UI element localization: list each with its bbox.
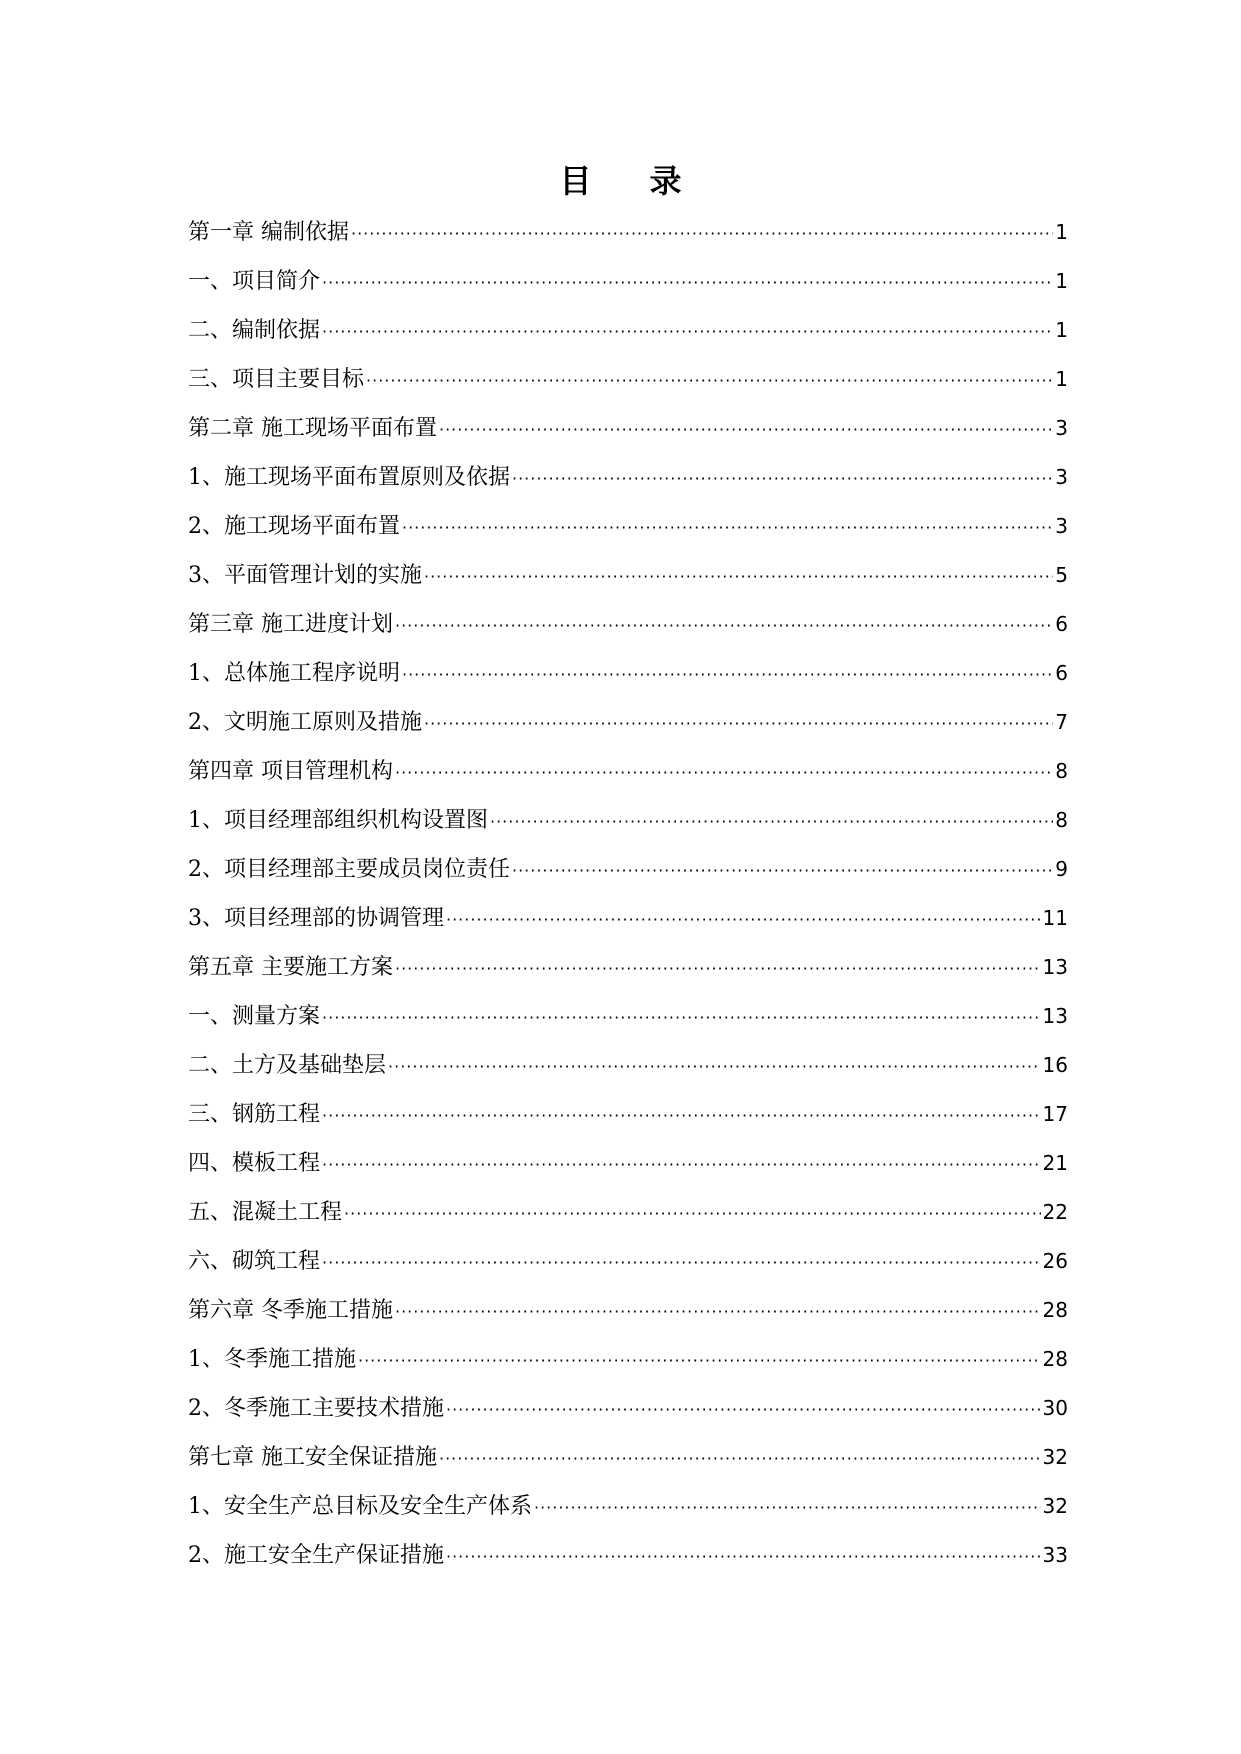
toc-entry-label: 1、施工现场平面布置原则及依据 bbox=[188, 465, 510, 490]
toc-entry-label: 二、编制依据 bbox=[188, 318, 321, 343]
toc-page-number: 17 bbox=[1042, 1102, 1068, 1126]
toc-entry[interactable] bbox=[188, 267, 1068, 316]
toc-title-char-1: 目 bbox=[559, 162, 592, 200]
toc-page-number: 13 bbox=[1042, 1004, 1068, 1028]
toc-dot-leader bbox=[439, 1445, 1041, 1473]
toc-entry-label: 五、混凝土工程 bbox=[188, 1200, 343, 1225]
toc-page-number: 28 bbox=[1042, 1298, 1068, 1322]
toc-entry[interactable] bbox=[188, 218, 1068, 267]
toc-entry[interactable] bbox=[188, 1492, 1068, 1541]
toc-page-number: 8 bbox=[1055, 759, 1068, 783]
toc-entry-label: 2、项目经理部主要成员岗位责任 bbox=[188, 857, 510, 882]
toc-entry[interactable] bbox=[188, 953, 1068, 1002]
toc-dot-leader bbox=[439, 416, 1053, 444]
toc-entry[interactable] bbox=[188, 1198, 1068, 1247]
toc-dot-leader bbox=[344, 1200, 1041, 1228]
toc-entry-label: 2、文明施工原则及措施 bbox=[188, 710, 422, 735]
toc-entry-label: 2、施工安全生产保证措施 bbox=[188, 1543, 444, 1568]
toc-entry[interactable] bbox=[188, 1100, 1068, 1149]
toc-dot-leader bbox=[351, 220, 1053, 248]
toc-page-number: 26 bbox=[1042, 1249, 1068, 1273]
toc-dot-leader bbox=[322, 1102, 1041, 1130]
toc-dot-leader bbox=[322, 1249, 1041, 1277]
toc-entry-label: 第三章 施工进度计划 bbox=[188, 612, 393, 637]
toc-dot-leader bbox=[395, 955, 1041, 983]
toc-entry-label: 1、项目经理部组织机构设置图 bbox=[188, 808, 488, 833]
toc-entry[interactable] bbox=[188, 855, 1068, 904]
toc-entry-label: 三、项目主要目标 bbox=[188, 367, 365, 392]
toc-entry[interactable] bbox=[188, 512, 1068, 561]
toc-dot-leader bbox=[358, 1347, 1041, 1375]
toc-dot-leader bbox=[446, 1543, 1041, 1571]
toc-dot-leader bbox=[395, 612, 1053, 640]
toc-entry-label: 第七章 施工安全保证措施 bbox=[188, 1445, 437, 1470]
toc-dot-leader bbox=[512, 465, 1053, 493]
toc-entry[interactable] bbox=[188, 1149, 1068, 1198]
toc-dot-leader bbox=[424, 710, 1053, 738]
toc-dot-leader bbox=[402, 661, 1053, 689]
toc-dot-leader bbox=[395, 759, 1053, 787]
toc-dot-leader bbox=[402, 514, 1053, 542]
toc-dot-leader bbox=[446, 1396, 1041, 1424]
toc-dot-leader bbox=[322, 1004, 1041, 1032]
toc-dot-leader bbox=[322, 1151, 1041, 1179]
table-of-contents bbox=[188, 218, 1068, 1590]
toc-dot-leader bbox=[534, 1494, 1041, 1522]
toc-page-number: 9 bbox=[1055, 857, 1068, 881]
toc-entry-label: 1、安全生产总目标及安全生产体系 bbox=[188, 1494, 532, 1519]
toc-entry-label: 2、冬季施工主要技术措施 bbox=[188, 1396, 444, 1421]
toc-entry-label: 2、施工现场平面布置 bbox=[188, 514, 400, 539]
toc-entry-label: 第二章 施工现场平面布置 bbox=[188, 416, 437, 441]
toc-entry-label: 3、平面管理计划的实施 bbox=[188, 563, 422, 588]
toc-entry-label: 第一章 编制依据 bbox=[188, 220, 349, 245]
toc-entry-label: 1、总体施工程序说明 bbox=[188, 661, 400, 686]
toc-entry[interactable] bbox=[188, 1394, 1068, 1443]
toc-entry-label: 1、冬季施工措施 bbox=[188, 1347, 356, 1372]
toc-page-number: 30 bbox=[1042, 1396, 1068, 1420]
toc-entry-label: 第五章 主要施工方案 bbox=[188, 955, 393, 980]
toc-dot-leader bbox=[424, 563, 1053, 591]
toc-dot-leader bbox=[322, 269, 1053, 297]
toc-page-number: 7 bbox=[1055, 710, 1068, 734]
toc-dot-leader bbox=[322, 318, 1053, 346]
toc-page-number: 32 bbox=[1042, 1445, 1068, 1469]
toc-entry[interactable] bbox=[188, 1247, 1068, 1296]
toc-page-number: 1 bbox=[1055, 269, 1068, 293]
toc-page-number: 33 bbox=[1042, 1543, 1068, 1567]
toc-page-number: 3 bbox=[1055, 416, 1068, 440]
toc-entry[interactable] bbox=[188, 1443, 1068, 1492]
toc-entry-label: 第四章 项目管理机构 bbox=[188, 759, 393, 784]
toc-dot-leader bbox=[366, 367, 1053, 395]
toc-entry-label: 二、土方及基础垫层 bbox=[188, 1053, 387, 1078]
toc-page-number: 22 bbox=[1042, 1200, 1068, 1224]
toc-dot-leader bbox=[512, 857, 1053, 885]
toc-entry[interactable] bbox=[188, 610, 1068, 659]
toc-page-number: 6 bbox=[1055, 612, 1068, 636]
toc-entry[interactable] bbox=[188, 414, 1068, 463]
toc-entry-label: 一、项目简介 bbox=[188, 269, 321, 294]
toc-entry[interactable] bbox=[188, 806, 1068, 855]
toc-entry-label: 四、模板工程 bbox=[188, 1151, 321, 1176]
toc-dot-leader bbox=[388, 1053, 1041, 1081]
toc-page-number: 16 bbox=[1042, 1053, 1068, 1077]
toc-entry-label: 三、钢筋工程 bbox=[188, 1102, 321, 1127]
toc-entry[interactable] bbox=[188, 904, 1068, 953]
toc-page-number: 8 bbox=[1055, 808, 1068, 832]
toc-page-number: 21 bbox=[1042, 1151, 1068, 1175]
toc-dot-leader bbox=[446, 906, 1041, 934]
toc-entry[interactable] bbox=[188, 561, 1068, 610]
toc-entry[interactable] bbox=[188, 659, 1068, 708]
toc-page-number: 5 bbox=[1055, 563, 1068, 587]
toc-entry[interactable] bbox=[188, 757, 1068, 806]
toc-title bbox=[0, 156, 1241, 202]
toc-entry[interactable] bbox=[188, 708, 1068, 757]
toc-page-number: 13 bbox=[1042, 955, 1068, 979]
toc-entry[interactable] bbox=[188, 316, 1068, 365]
toc-entry[interactable] bbox=[188, 1051, 1068, 1100]
toc-page-number: 1 bbox=[1055, 220, 1068, 244]
toc-title-char-2: 录 bbox=[649, 162, 682, 200]
toc-dot-leader bbox=[395, 1298, 1041, 1326]
toc-page-number: 28 bbox=[1042, 1347, 1068, 1371]
toc-entry[interactable] bbox=[188, 463, 1068, 512]
toc-entry-label: 3、项目经理部的协调管理 bbox=[188, 906, 444, 931]
toc-page-number: 1 bbox=[1055, 318, 1068, 342]
toc-page-number: 11 bbox=[1042, 906, 1068, 930]
toc-entry[interactable] bbox=[188, 1345, 1068, 1394]
toc-entry[interactable] bbox=[188, 1296, 1068, 1345]
toc-dot-leader bbox=[490, 808, 1053, 836]
toc-entry-label: 六、砌筑工程 bbox=[188, 1249, 321, 1274]
toc-entry[interactable] bbox=[188, 1002, 1068, 1051]
toc-page-number: 32 bbox=[1042, 1494, 1068, 1518]
toc-entry-label: 第六章 冬季施工措施 bbox=[188, 1298, 393, 1323]
toc-entry-label: 一、测量方案 bbox=[188, 1004, 321, 1029]
toc-page-number: 3 bbox=[1055, 465, 1068, 489]
toc-page-number: 6 bbox=[1055, 661, 1068, 685]
toc-entry[interactable] bbox=[188, 365, 1068, 414]
toc-page-number: 1 bbox=[1055, 367, 1068, 391]
toc-page-number: 3 bbox=[1055, 514, 1068, 538]
toc-entry[interactable] bbox=[188, 1541, 1068, 1590]
